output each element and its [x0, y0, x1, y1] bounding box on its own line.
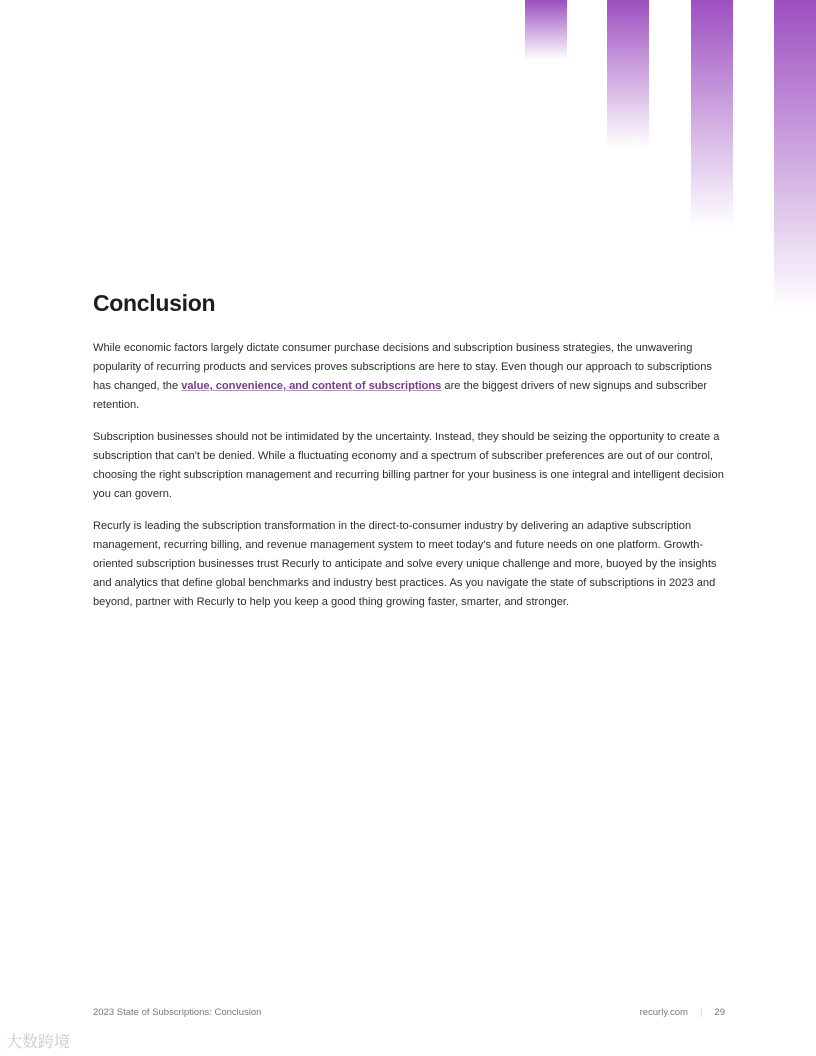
paragraph-1 — [93, 339, 725, 415]
body-text — [93, 339, 725, 625]
page-title: Conclusion — [93, 290, 216, 316]
footer-separator: | — [699, 1007, 703, 1018]
footer-site-link[interactable]: recurly.com — [639, 1007, 688, 1018]
decorative-gradient-bar — [691, 0, 733, 228]
paragraph-3: Recurly is leading the subscription transformation in the direct-to-consumer industry by delivering an adaptive subscription management, recurring billing, and revenue management system to meet today's and future needs on one platform. Growth-oriented subscription businesses trust Recurly to anticipate and solve every unique challenge and more, buoyed by the insights and analytics that define global benchmarks and industry best practices. As you navigate the state of subscriptions in 2023 and beyond, partner with Recurly to help you keep a good thing growing faster, smarter, and stronger. — [93, 520, 717, 608]
paragraph-text: While economic factors largely dictate consumer purchase decisions and subscription business strategies, the unwavering popularity of recurring products and services proves subscriptions are here to stay. Even though our approach to subscriptions has changed, the — [93, 342, 712, 392]
decorative-gradient-bar — [774, 0, 816, 310]
subscriptions-drivers-link[interactable]: value, convenience, and content of subscriptions — [181, 380, 442, 392]
paragraph-text: are the biggest drivers of new signups and subscriber retention. — [93, 380, 708, 411]
footer-document-title: 2023 State of Subscriptions: Conclusion — [93, 1007, 262, 1018]
page-number: 29 — [714, 1007, 725, 1018]
footer-right — [640, 1007, 725, 1018]
watermark-logo: 大数跨境 — [6, 1034, 71, 1051]
paragraph-2: Subscription businesses should not be intimidated by the uncertainty. Instead, they should be seizing the opportunity to create a subscription that can't be denied. While a fluctuating economy and a spectrum of subscriber preferences are out of our control, choosing the right subscription management and recurring billing partner for your business is one integral and intelligent decision you can govern. — [93, 431, 724, 500]
decorative-gradient-bar — [525, 0, 567, 60]
decorative-gradient-bar — [607, 0, 649, 148]
